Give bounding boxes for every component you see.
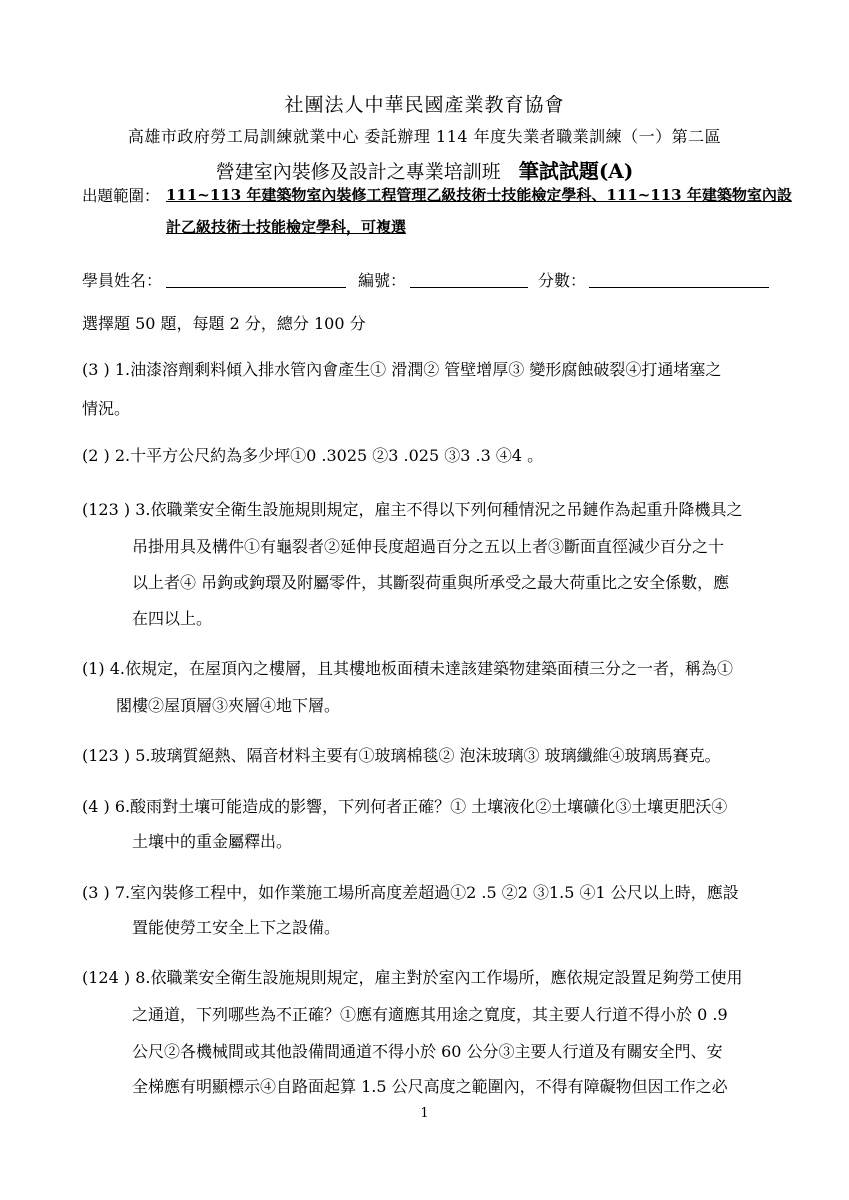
student-id-field[interactable]	[410, 287, 528, 288]
class-name: 營建室內裝修及設計之專業培訓班	[215, 161, 501, 183]
student-id-label: 編號：	[358, 271, 407, 290]
question-2-line-1: (2 ) 2.十平方公尺約為多少坪①0 .3025 ②3 .025 ③3 .3 ④4 。	[82, 446, 544, 465]
question-8-line-3: 公尺②各機械間或其他設備間通道不得小於 60 公分③主要人行道及有關安全門、安	[132, 1042, 723, 1061]
score-field[interactable]	[589, 287, 769, 288]
question-6-line-1: (4 ) 6.酸雨對土壤可能造成的影響，下列何者正確？① 土壤液化②土壤礦化③土壤更肥沃④	[82, 797, 728, 816]
question-4-line-2: 閣樓②屋頂層③夾層④地下層。	[116, 696, 341, 715]
question-5-line-1: (123 ) 5.玻璃質絕熱、隔音材料主要有①玻璃棉毯② 泡沫玻璃③ 玻璃纖維④玻璃馬賽克。	[82, 746, 721, 765]
question-8-line-4: 全梯應有明顯標示④自路面起算 1.5 公尺高度之範圍內，不得有障礙物但因工作之必	[132, 1077, 728, 1096]
question-7-line-2: 置能使勞工安全上下之設備。	[132, 918, 341, 937]
question-7-line-1: (3 ) 7.室內裝修工程中，如作業施工場所高度差超過①2 .5 ②2 ③1.5 ④1 公尺以上時，應設	[82, 883, 739, 902]
question-4-line-1: (1) 4.依規定，在屋頂內之樓層，且其樓地板面積未達該建築物建築面積三分之一者，稱為①	[82, 659, 734, 678]
scope-line-1: 111~113 年建築物室內裝修工程管理乙級技術士技能檢定學科、111~113 年建築物室內設	[166, 186, 792, 204]
exam-title: 筆試試題(A)	[518, 159, 634, 183]
question-8-line-1: (124 ) 8.依職業安全衛生設施規則規定，雇主對於室內工作場所，應依規定設置足夠勞工使用	[82, 968, 743, 987]
question-3-line-2: 吊掛用具及構件①有龜裂者②延伸長度超過百分之五以上者③斷面直徑減少百分之十	[132, 537, 725, 556]
student-name-label: 學員姓名：	[82, 271, 163, 290]
question-3-line-1: (123 ) 3.依職業安全衛生設施規則規定，雇主不得以下列何種情況之吊鏈作為起重升降機具之	[82, 500, 743, 519]
org-title: 社團法人中華民國產業教育協會	[284, 94, 565, 116]
page-number: 1	[420, 1106, 429, 1121]
program-title: 高雄市政府勞工局訓練就業中心 委託辦理 114 年度失業者職業訓練（一）第二區	[127, 127, 722, 146]
scope-label: 出題範圍：	[82, 187, 160, 205]
question-1-line-1: (3 ) 1.油漆溶劑剩料傾入排水管內會產生① 滑潤② 管壁增厚③ 變形腐蝕破裂④打通堵塞之	[82, 360, 722, 379]
question-8-line-2: 之通道，下列哪些為不正確？①應有適應其用途之寬度，其主要人行道不得小於 0 .9	[132, 1005, 728, 1024]
question-6-line-2: 土壤中的重金屬釋出。	[132, 832, 293, 851]
question-3-line-3: 以上者④ 吊鉤或鉤環及附屬零件，其斷裂荷重與所承受之最大荷重比之安全係數，應	[132, 573, 730, 592]
class-title	[0, 155, 849, 184]
question-1-line-2: 情況。	[82, 399, 131, 418]
question-3-line-4: 在四以上。	[132, 609, 213, 628]
scope-line-2: 計乙級技術士技能檢定學科，可複選	[166, 218, 407, 236]
exam-rule: 選擇題 50 題，每題 2 分，總分 100 分	[82, 314, 366, 333]
score-label: 分數：	[538, 271, 587, 290]
student-name-field[interactable]	[166, 287, 346, 288]
